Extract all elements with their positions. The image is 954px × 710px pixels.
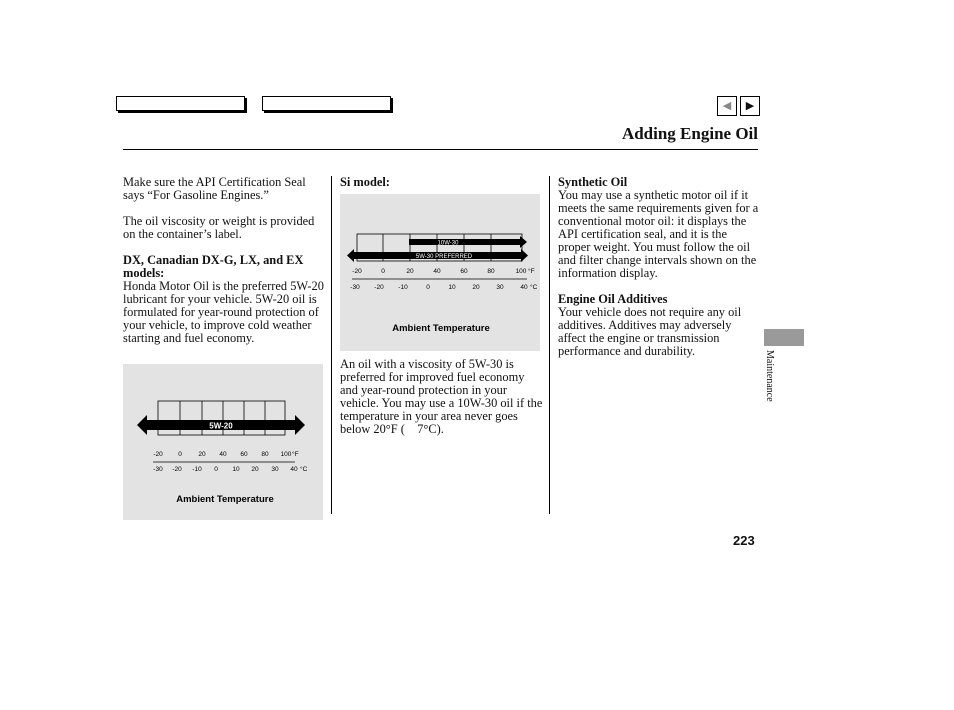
- models-heading: DX, Canadian DX-G, LX, and EX models:: [123, 253, 304, 280]
- f-tick: 40: [219, 451, 227, 458]
- left-column: [123, 176, 325, 345]
- viscosity-chart-5w20: [123, 364, 323, 520]
- c-tick: 20: [472, 284, 480, 291]
- f-tick: 80: [487, 268, 495, 275]
- models-paragraph: Honda Motor Oil is the preferred 5W-20 lubricant for your vehicle. 5W-20 oil is formulated for year-round protection of your vehicle, to improve cold weather starting and fuel economy.: [123, 279, 324, 345]
- range-bar: [409, 239, 520, 245]
- arrow-left-icon: [347, 249, 354, 262]
- c-tick: -30: [153, 466, 163, 473]
- triangle-right-icon: ▶: [745, 99, 755, 112]
- arrow-right-icon: [295, 415, 305, 435]
- celsius-ticks: [350, 283, 537, 291]
- viscosity-paragraph: The oil viscosity or weight is provided on the container’s label.: [123, 214, 315, 241]
- middle-column: [340, 176, 542, 189]
- api-seal-paragraph: Make sure the API Certification Seal says “For Gasoline Engines.”: [123, 175, 306, 202]
- f-tick: 60: [240, 451, 248, 458]
- c-tick: 0: [426, 284, 430, 291]
- section-tab-marker[interactable]: [764, 329, 804, 346]
- f-tick: 0: [178, 451, 182, 458]
- nav-box-2[interactable]: [262, 96, 391, 111]
- f-unit: °F: [292, 451, 299, 458]
- c-unit: °C: [300, 466, 308, 473]
- arrow-right-icon: [521, 249, 528, 262]
- c-tick: 10: [448, 284, 456, 291]
- triangle-left-icon: ◀: [722, 99, 732, 112]
- si-model-paragraph: An oil with a viscosity of 5W-30 is preferred for improved fuel economy and year-round protection in your vehicle. You may use a 10W-30 oil if the temperature in your area never goes below 20°F ( 7°C).: [340, 357, 543, 436]
- bar-label: 5W-30 PREFERRED: [415, 253, 473, 260]
- prev-page-button[interactable]: [717, 96, 737, 116]
- c-tick: -20: [172, 466, 182, 473]
- next-page-button[interactable]: [740, 96, 760, 116]
- c-tick: -10: [192, 466, 202, 473]
- celsius-ticks: [153, 465, 307, 473]
- page-number: 223: [733, 533, 755, 548]
- c-tick: -30: [350, 284, 360, 291]
- title-divider: [123, 149, 758, 150]
- f-tick: 40: [433, 268, 441, 275]
- viscosity-chart-si: [340, 194, 540, 351]
- c-tick: 0: [214, 466, 218, 473]
- f-tick: 80: [261, 451, 269, 458]
- section-tab-label: Maintenance: [764, 350, 775, 402]
- chart-caption: Ambient Temperature: [176, 494, 274, 505]
- si-model-heading: Si model:: [340, 175, 390, 189]
- arrow-right-icon: [520, 236, 527, 248]
- middle-column-body: [340, 358, 545, 436]
- f-tick: 0: [381, 268, 385, 275]
- additives-paragraph: Your vehicle does not require any oil additives. Additives may adversely affect the engine or transmission performance and durability.: [558, 305, 742, 358]
- fahrenheit-ticks: [352, 267, 534, 275]
- fahrenheit-ticks: [153, 450, 298, 458]
- oil-range-bar-5w30: [347, 249, 528, 262]
- oil-range-bar-10w30: [409, 236, 527, 248]
- c-tick: 40: [520, 284, 528, 291]
- viscosity-chart-5w20-svg: [123, 364, 323, 520]
- oil-range-bar-5w20: [137, 415, 305, 435]
- additives-heading: Engine Oil Additives: [558, 292, 668, 306]
- f-tick: -20: [352, 268, 362, 275]
- column-divider: [331, 176, 332, 514]
- chart-caption: Ambient Temperature: [392, 323, 490, 334]
- f-unit: °F: [528, 268, 535, 275]
- c-tick: 30: [496, 284, 504, 291]
- synthetic-oil-heading: Synthetic Oil: [558, 175, 628, 189]
- c-tick: 10: [232, 466, 240, 473]
- f-tick: -20: [153, 451, 163, 458]
- c-tick: -20: [374, 284, 384, 291]
- f-tick: 60: [460, 268, 468, 275]
- c-tick: -10: [398, 284, 408, 291]
- f-tick: 20: [198, 451, 206, 458]
- synthetic-oil-paragraph: You may use a synthetic motor oil if it meets the same requirements given for a conventional motor oil: it displays the API certification seal, and it is the proper weight. You must follow the oil and filter change intervals shown on the information display.: [558, 188, 759, 280]
- nav-box-1[interactable]: [116, 96, 245, 111]
- arrow-left-icon: [137, 415, 147, 435]
- page-title: Adding Engine Oil: [621, 124, 758, 143]
- f-tick: 100: [515, 268, 527, 275]
- c-tick: 40: [290, 466, 298, 473]
- c-unit: °C: [530, 284, 538, 291]
- f-tick: 100: [280, 451, 292, 458]
- f-tick: 20: [406, 268, 414, 275]
- bar-label: 5W-20: [209, 421, 233, 431]
- c-tick: 30: [271, 466, 279, 473]
- c-tick: 20: [251, 466, 259, 473]
- right-column: [558, 176, 760, 358]
- bar-label: 10W-30: [437, 240, 459, 247]
- column-divider: [549, 176, 550, 514]
- viscosity-chart-si-svg: [340, 194, 540, 351]
